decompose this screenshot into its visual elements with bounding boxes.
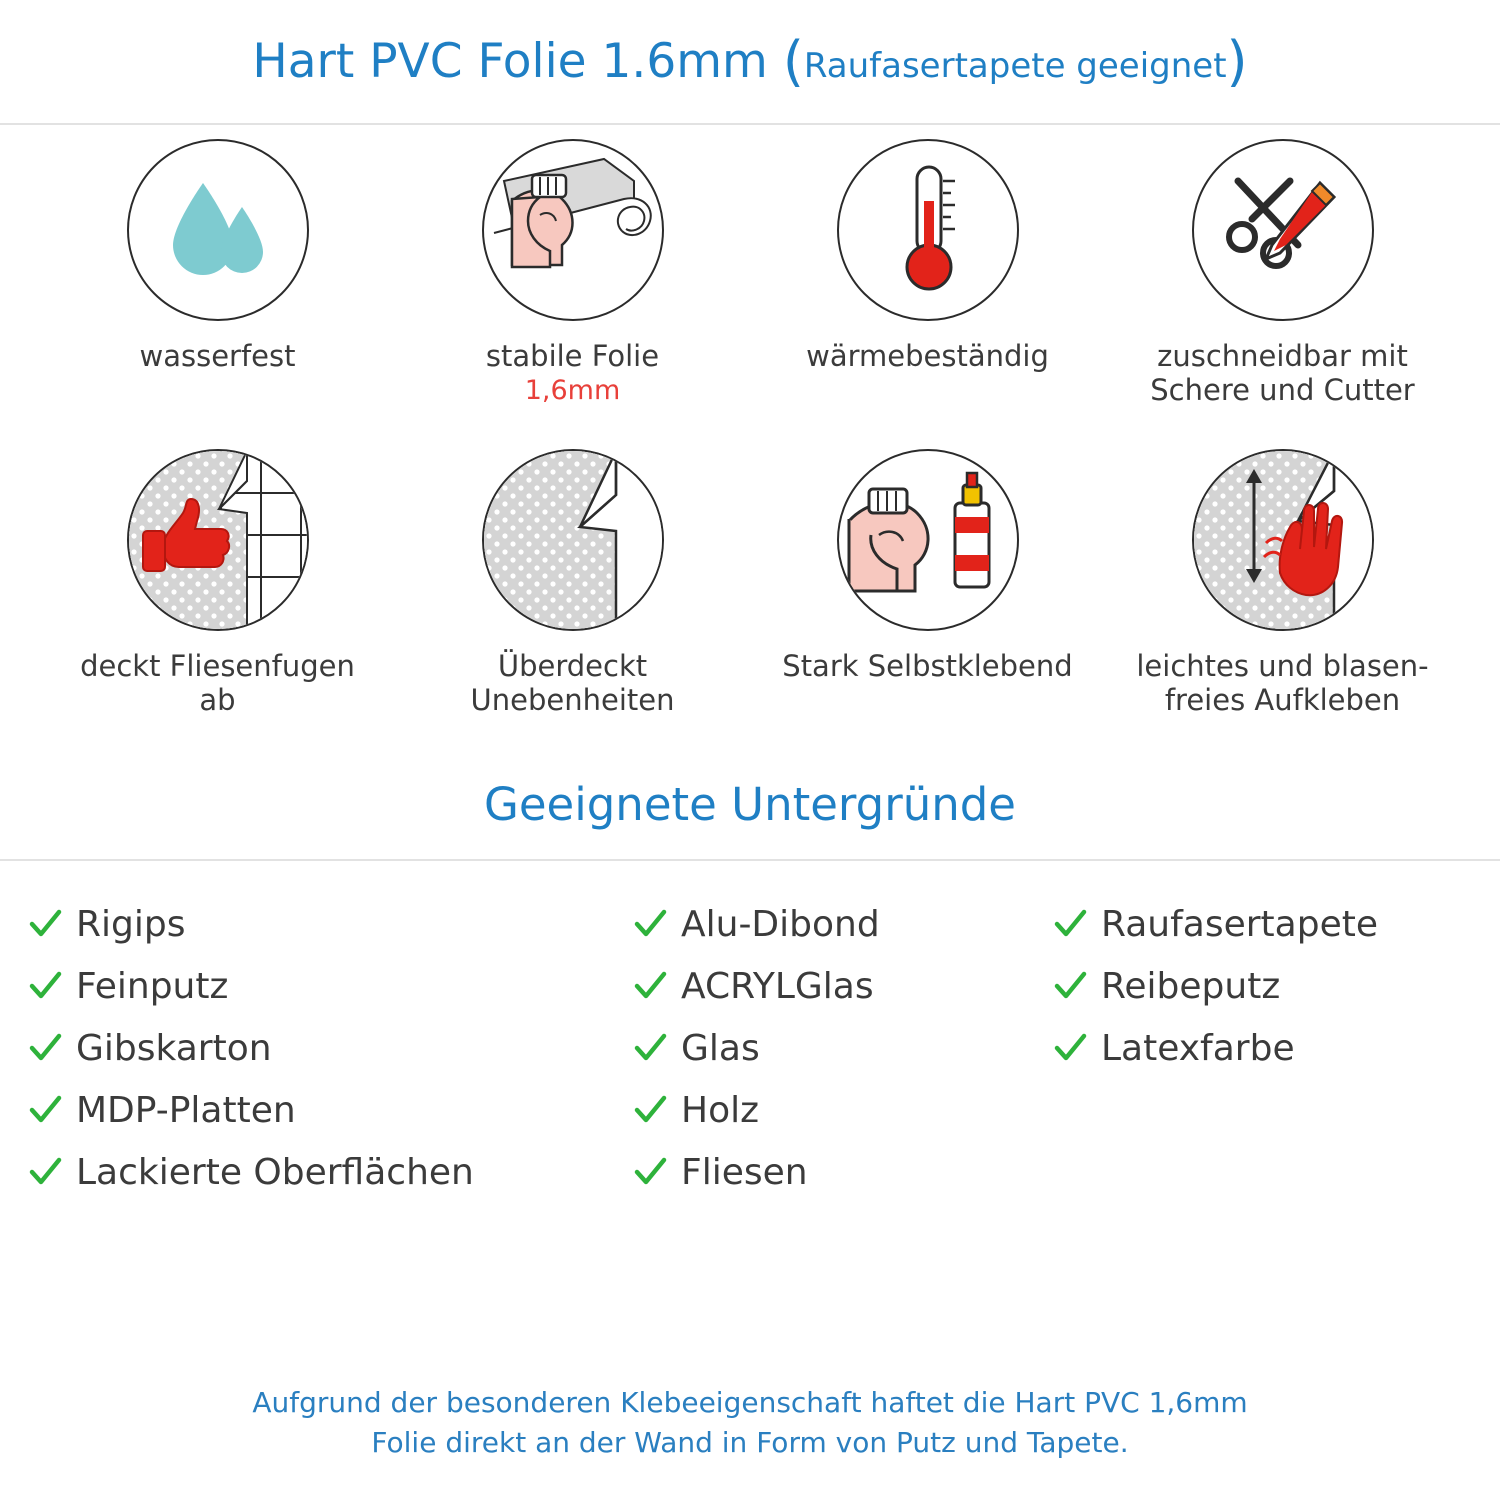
substrate-checklist: [0, 861, 1500, 1201]
checklist-column-2: [633, 895, 1053, 1201]
list-item: [28, 1019, 633, 1077]
list-item-label: Lackierte Oberflächen: [76, 1151, 474, 1193]
footer-note-line-2: Folie direkt an der Wand in Form von Putz und Tapete.: [371, 1426, 1129, 1460]
feature-item: [750, 435, 1105, 745]
thumbs-up-tile-icon: [129, 451, 307, 629]
feature-icon-circle: [1192, 139, 1374, 321]
list-item: [1053, 1019, 1472, 1077]
feature-item: [750, 125, 1105, 435]
foil-peel-icon: [484, 451, 662, 629]
scissors-cutter-icon: [1194, 141, 1372, 319]
feature-label: wärmebeständig: [806, 339, 1049, 373]
list-item-label: Reibeputz: [1101, 965, 1281, 1007]
list-item-label: Rigips: [76, 903, 186, 945]
feature-label: wasserfest: [139, 339, 296, 373]
page-title-main: Hart PVC Folie 1.6mm: [252, 34, 768, 89]
feature-item: [40, 125, 395, 435]
header: [0, 0, 1500, 125]
check-icon: [28, 1093, 62, 1127]
muscle-arm-roll-icon: [484, 141, 662, 319]
feature-icon-circle: [837, 139, 1019, 321]
list-item: [28, 957, 633, 1015]
check-icon: [1053, 907, 1087, 941]
list-item-label: Latexfarbe: [1101, 1027, 1295, 1069]
feature-item: [1105, 435, 1460, 745]
list-item: [633, 895, 1053, 953]
feature-icon-circle: [482, 139, 664, 321]
feature-icon-circle: [482, 449, 664, 631]
check-icon: [633, 1093, 667, 1127]
list-item: [633, 1143, 1053, 1201]
check-icon: [633, 1155, 667, 1189]
feature-label: Stark Selbstklebend: [782, 649, 1073, 683]
feature-label: zuschneidbar mit Schere und Cutter: [1150, 339, 1415, 408]
feature-sublabel: 1,6mm: [524, 375, 621, 407]
thermometer-icon: [839, 141, 1017, 319]
list-item: [28, 895, 633, 953]
footer-note: [0, 1383, 1500, 1464]
check-icon: [633, 969, 667, 1003]
page-title-sub: Raufasertapete geeignet: [803, 46, 1227, 86]
page-title: [252, 30, 1247, 93]
list-item: [1053, 895, 1472, 953]
list-item-label: Gibskarton: [76, 1027, 272, 1069]
paren-close: ): [1226, 30, 1248, 93]
feature-item: [395, 125, 750, 435]
feature-item: [1105, 125, 1460, 435]
checklist-column-3: [1053, 895, 1472, 1201]
feature-item: [40, 435, 395, 745]
feature-icon-circle: [1192, 449, 1374, 631]
list-item-label: Feinputz: [76, 965, 229, 1007]
list-item-label: ACRYLGlas: [681, 965, 874, 1007]
check-icon: [28, 969, 62, 1003]
feature-icon-circle: [127, 449, 309, 631]
list-item: [633, 1019, 1053, 1077]
check-icon: [28, 1031, 62, 1065]
feature-icon-circle: [127, 139, 309, 321]
list-item-label: MDP-Platten: [76, 1089, 296, 1131]
list-item: [633, 957, 1053, 1015]
water-drops-icon: [129, 141, 307, 319]
footer-note-line-1: Aufgrund der besonderen Klebeeigenschaft haftet die Hart PVC 1,6mm: [252, 1385, 1248, 1419]
muscle-arm-glue-icon: [839, 451, 1017, 629]
paren-open: (: [782, 30, 804, 93]
list-item: [28, 1081, 633, 1139]
check-icon: [633, 907, 667, 941]
feature-label: Überdeckt Unebenheiten: [470, 649, 675, 718]
feature-label: deckt Fliesenfugen ab: [80, 649, 355, 718]
section-header: [0, 749, 1500, 861]
feature-label: stabile Folie: [485, 339, 660, 373]
check-icon: [28, 907, 62, 941]
list-item-label: Fliesen: [681, 1151, 808, 1193]
list-item-label: Raufasertapete: [1101, 903, 1378, 945]
section-title: Geeignete Untergründe: [483, 777, 1016, 831]
list-item: [28, 1143, 633, 1201]
check-icon: [1053, 969, 1087, 1003]
check-icon: [633, 1031, 667, 1065]
check-icon: [28, 1155, 62, 1189]
list-item-label: Holz: [681, 1089, 759, 1131]
feature-item: [395, 435, 750, 745]
feature-icon-circle: [837, 449, 1019, 631]
check-icon: [1053, 1031, 1087, 1065]
list-item-label: Alu-Dibond: [681, 903, 880, 945]
checklist-column-1: [28, 895, 633, 1201]
list-item: [1053, 957, 1472, 1015]
list-item-label: Glas: [681, 1027, 760, 1069]
hand-smoothing-icon: [1194, 451, 1372, 629]
feature-grid: [0, 125, 1500, 745]
feature-label: leichtes und blasen- freies Aufkleben: [1136, 649, 1429, 718]
list-item: [633, 1081, 1053, 1139]
